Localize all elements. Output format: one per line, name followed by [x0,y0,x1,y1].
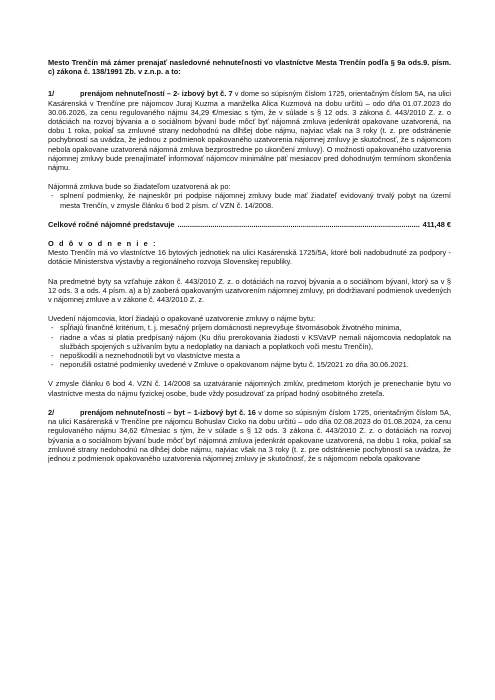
justification-paragraph-1: Mesto Trenčín má vo vlastníctve 16 bytových jednotiek na ulici Kasárenská 1725/5A, ktoré boli nadobudnuté za podpory - dotácie Ministerstva výstavby a regionálneho rozvoja Slovenskej republiky. [48,248,451,267]
annual-price-value: 411,48 € [422,219,451,229]
dot-leader [178,220,420,229]
applicant-intro: Nájomná zmluva bude so žiadateľom uzatvorená ak po: [48,182,231,192]
item-2-body: v dome so súpisným číslom 1725, orientačným číslom 5A, na ulici Kasárenská v Trenčíne pre nájomcu Bohuslav Cicko na dobu určitú – odo dňa 02.08.2023 do 01.08.2024, za cenu regulovaného nájmu 34,62 €/mesiac s tým, že v súlade s § 12 ods. 3 zákona č. 443/2010 Z. z. o dotáciách na rozvoj bývania a o sociálnom bývaní bude môcť byť nájomná zmluva jedenkrát opakovane uzatvorená, na dobu 1 roka, pokiaľ sa zmluvné strany nedohodnú na dlhšej dobe nájmu, najviac však na 3 roky (t. z. pre odstránenie pochybností sa uvádza, že jednou z podmienok opakovaného uzatvorenia nájomnej zmluvy je skutočnosť, že s nájomcom nebola opakovane [48,407,452,463]
item-1-number: 1/ [48,89,55,99]
annual-price-label: Celkové ročné nájomné predstavuje [48,219,175,229]
item-2 [48,408,451,463]
justification-paragraph-3: Uvedení nájomcovia, ktorí žiadajú o opakované uzatvorenie zmluvy o nájme bytu: [48,314,316,324]
item-1-heading-text: prenájom nehnuteľností – 2- izbový byt č. 7 [80,89,233,99]
justification [48,239,451,398]
justification-paragraph-2: Na predmetné byty sa vzťahuje zákon č. 443/2010 Z. z. o dotáciách na rozvoj bývania a o sociálnom bývaní, ktorý sa v § 12 ods. 3 a ods. 4 písm. a) a b) zaoberá opakovaným uzatvorením nájomnej zmluvy, pri dodržiavaní podmienok uvedených v nájomnej zmluve a v zákone č. 443/2010 Z. z. [48,276,451,305]
applicant-conditions [48,182,451,210]
condition-item: - spĺňajú finančné kritérium, t. j. mesačný príjem domácnosti neprevyšuje štvornásobok životného minima, [48,323,451,332]
justification-heading: O d ô v o d n e n i e : [48,239,158,249]
item-2-text [48,408,451,463]
item-1-heading [48,89,233,98]
item-1-body: v dome so súpisným číslom 1725, orientačným číslom 5A, na ulici Kasárenská v Trenčíne pre nájomcov Juraj Kuzma a manželka Alica Kuzmová na dobu určitú – odo dňa 01.07.2023 do 30.06.2026, za cenu regulovaného nájmu 34,29 €/mesiac s tým, že v súlade s § 12 ods. 3 zákona č. 443/2010 Z. z. o dotáciách na rozvoj bývania a o sociálnom bývaní bude môcť byť nájomná zmluva jedenkrát opakovane uzatvorená, na dobu 1 roka, pokiaľ sa zmluvné strany nedohodnú na dlhšej dobe nájmu, najviac však na 3 roky (t. z. pre odstránenie pochybností sa uvádza, že jednou z podmienok opakovaného uzatvorenia nájomnej zmluvy je skutočnosť, že s nájomcom nebola opakovane uzatvorená nájomná zmluva bezprostredne po ukončení zmluvy). O možnosti opakovaného uzatvorenia nájomnej zmluvy bude prenajímateľ informovať nájomcov minimálne päť mesiacov pred dohodnutým termínom skončenia nájmu. [48,89,451,173]
item-1-text [48,89,451,172]
applicant-bullet: - splnení podmienky, že najneskôr pri podpise nájomnej zmluvy bude mať žiadateľ evidovaný trvalý pobyt na území mesta Trenčín, v zmysle článku 6 bod 2 písm. c/ VZN č. 14/2008. [48,191,451,209]
item-2-heading-text: prenájom nehnuteľnosti – byt – 1-izbový byt č. 16 [80,407,256,417]
item-1 [48,89,451,172]
condition-item: - neporušili ostatné podmienky uvedené v Zmluve o opakovanom nájme bytu č. 15/2021 zo dňa 30.06.2021. [48,360,451,369]
condition-item: - nepoškodili a neznehodnotili byt vo vlastníctve mesta a [48,351,451,360]
document-title: Mesto Trenčín má zámer prenajať nasledovné nehnuteľnosti vo vlastníctve Mesta Trenčín podľa § 9a ods.9. písm. c) zákona č. 138/1991 Zb. v z.n.p. a to: [48,58,451,77]
item-2-number: 2/ [48,407,55,417]
applicant-list [48,191,451,209]
conditions-list [48,323,451,369]
justification-paragraph-4: V zmysle článku 6 bod 4. VZN č. 14/2008 sa uzatváranie nájomných zmlúv, predmetom ktorých je prenechanie bytu vo vlastníctve mesta do nájmu fyzickej osobe, bude vždy posudzovať za prípad hodný osobitného zreteľa. [48,379,451,398]
annual-price-row [48,220,451,229]
condition-item: - riadne a včas si platia predpísaný nájom (Ku dňu prerokovania žiadosti v KSVaVP nemali nájomcovia nedoplatok na službách spojených s užívaním bytu a nedoplatky na daniach a poplatkoch voči mestu Trenčín), [48,333,451,351]
item-2-heading [48,408,256,417]
